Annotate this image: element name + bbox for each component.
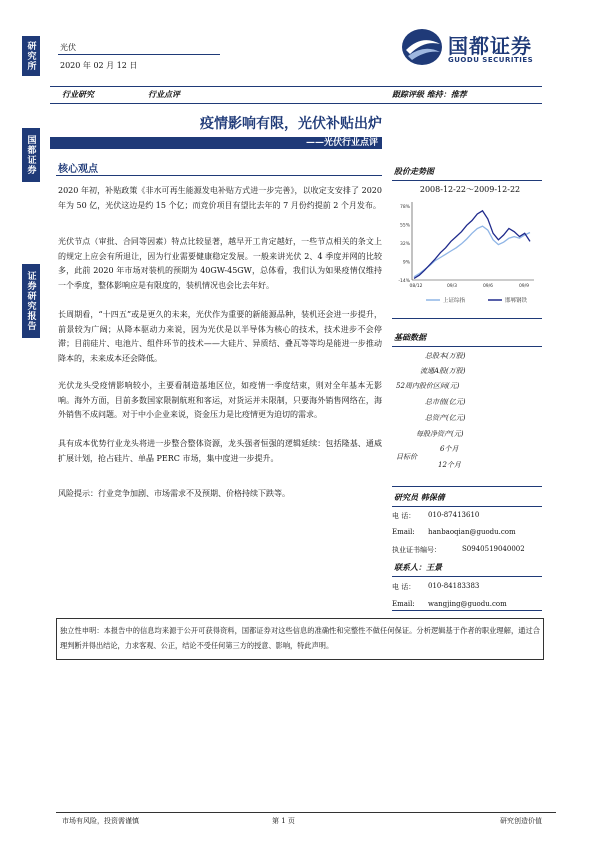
analyst-email: hanbaoqian@guodu.com [428, 528, 516, 536]
paragraph-2: 光伏节点（审批、合同等因素）特点比较显著，越早开工肯定越好，一些节点相关的条文上的规定上应会有所退让，因为行业需要健康稳定发展。一般来讲光伏 2、4 季度并网的比较多，此前 2020 年市场对装机的预期为 40GW-45GW，总体看，我们认为如果疫情仅维持一个季度，整体影响应是有限度的，装机情况也会比去年好。 [58, 237, 382, 290]
side-label-company: 国都证券 [22, 128, 40, 182]
company-logo [400, 26, 550, 72]
logo-text-cn: 国都证券 [448, 34, 532, 58]
page-number: 第 1 页 [272, 817, 295, 825]
analyst-email-label: Email: [392, 528, 415, 536]
analyst-rule [392, 506, 542, 507]
chart-bottom-rule [392, 318, 542, 319]
chart-title: 股价走势图 [394, 166, 434, 176]
x-tick-label: 09/6 [482, 284, 494, 289]
target-period: 12个月 [438, 461, 461, 469]
legend-label: 邯郸钢铁 [505, 298, 528, 304]
analyst-top-rule [392, 486, 542, 487]
footer-rule [56, 812, 556, 813]
contact-rule [392, 576, 542, 577]
chart-subtitle: 2008-12-22～2009-12-22 [419, 185, 521, 194]
x-tick-label: 09/3 [446, 284, 458, 289]
contact-title: 联系人：王景 [394, 562, 442, 572]
legend-label: 上证综指 [443, 298, 466, 304]
analyst-title: 研究员 韩保倩 [394, 492, 445, 502]
chart-title-rule [392, 180, 542, 181]
basics-row-label: 每股净资产(元) [416, 430, 464, 438]
target-period: 6个月 [440, 445, 459, 453]
basics-title: 基础数据 [394, 332, 426, 342]
y-tick-label: 78% [399, 205, 410, 210]
basics-row-label: 总市值(亿元) [425, 398, 466, 406]
report-subtitle: ——光伏行业点评 [305, 138, 378, 148]
analyst-cert: S0940519040002 [462, 545, 525, 553]
core-view-label: 核心观点 [58, 164, 98, 175]
analyst-cert-label: 执业证书编号： [392, 546, 441, 554]
bar-rating: 跟踪评级 维持：推荐 [392, 89, 467, 99]
bar-top-rule [50, 86, 542, 87]
analyst-phone-label: 电 话： [392, 512, 416, 520]
logo-mark-icon [400, 26, 444, 68]
industry-label: 光伏 [60, 43, 76, 52]
header-rule [58, 54, 220, 55]
basics-row-label: 52周内股价区间(元) [396, 382, 460, 390]
y-tick-label: 55% [399, 223, 410, 229]
paragraph-5: 具有成本优势行业龙头将进一步整合整体资源，龙头强者恒强的逻辑延续：包括隆基、通威扩展计划，抢占硅片、单晶 PERC 市场，集中度进一步提升。 [58, 439, 382, 463]
side-label-report-type: 证券研究报告 [22, 264, 40, 338]
contact-email: wangjing@guodu.com [428, 600, 507, 608]
basics-row-label: 流通A股(万股) [420, 367, 466, 375]
contact-email-label: Email: [392, 600, 415, 608]
core-view-rule [56, 175, 382, 176]
analyst-phone: 010-87413610 [428, 511, 480, 519]
footer-slogan: 研究创造价值 [500, 817, 542, 825]
risk-note: 风险提示：行业竞争加剧、市场需求不及预期、价格持续下跌等。 [58, 489, 290, 498]
logo-text-en: GUODU SECURITIES [448, 56, 534, 64]
bar-bottom-rule [50, 103, 542, 104]
basics-row-label: 总资产(亿元) [425, 414, 466, 422]
y-tick-label: 32% [399, 242, 410, 247]
series-line [414, 226, 530, 277]
x-tick-label: 09/9 [518, 284, 530, 289]
y-tick-label: 9% [402, 260, 410, 266]
bar-industry-comment: 行业点评 [148, 89, 180, 99]
side-label-research: 研究所 [22, 36, 40, 76]
basics-rule [392, 346, 542, 347]
contact-phone: 010-84183383 [428, 582, 480, 590]
basics-row-label: 总股本(万股) [425, 352, 466, 360]
paragraph-3: 长周期看，“十四五”或是更久的未来，光伏作为重要的新能源品种，装机还会进一步提升，前景较为广阔；从降本驱动力来说，因为光伏是以半导体为核心的技术，技术进步不会停滞；目前硅片、电池片、组件环节的技术——大硅片、异质结、叠瓦等等均是能进一步推动降本的，未来成本还会降低。 [58, 310, 382, 363]
report-title: 疫情影响有限，光伏补贴出炉 [200, 116, 382, 132]
bar-industry-research: 行业研究 [62, 89, 94, 99]
y-tick-label: -14% [398, 279, 410, 284]
x-tick-label: 08/12 [409, 284, 423, 289]
report-date: 2020 年 02 月 12 日 [60, 61, 138, 70]
paragraph-1: 2020 年初，补贴政策《非水可再生能源发电补贴方式进一步完善》，以收定支安排了 2020 年为 50 亿，光伏这边是约 15 个亿；而竞价项目有望比去年的 7 月份约提前 2 个月发布。 [58, 186, 382, 210]
contact-phone-label: 电 话： [392, 583, 416, 591]
target-price-label: 目标价 [396, 453, 417, 461]
paragraph-4: 光伏龙头受疫情影响较小，主要看制造基地区位，如疫情一季度结束，则对全年基本无影响。海外方面，目前多数国家限制航班和客运，对货运并未限制，只要海外销售网络在，海外销售不成问题。对于中小企业来说，资金压力是比疫情更为迫切的需求。 [58, 381, 382, 419]
disclaimer-text: 独立性申明：本报告中的信息均来源于公开可获得资料，国都证券对这些信息的准确性和完整性不做任何保证。分析逻辑基于作者的职业理解，通过合理判断并得出结论，力求客观、公正，结论不受任何第三方的授意、影响，特此声明。 [60, 626, 540, 650]
stock-chart [392, 196, 542, 308]
contact-bottom-rule [392, 610, 542, 611]
series-line [414, 211, 530, 279]
footer-risk: 市场有风险，投资需谨慎 [62, 817, 139, 825]
